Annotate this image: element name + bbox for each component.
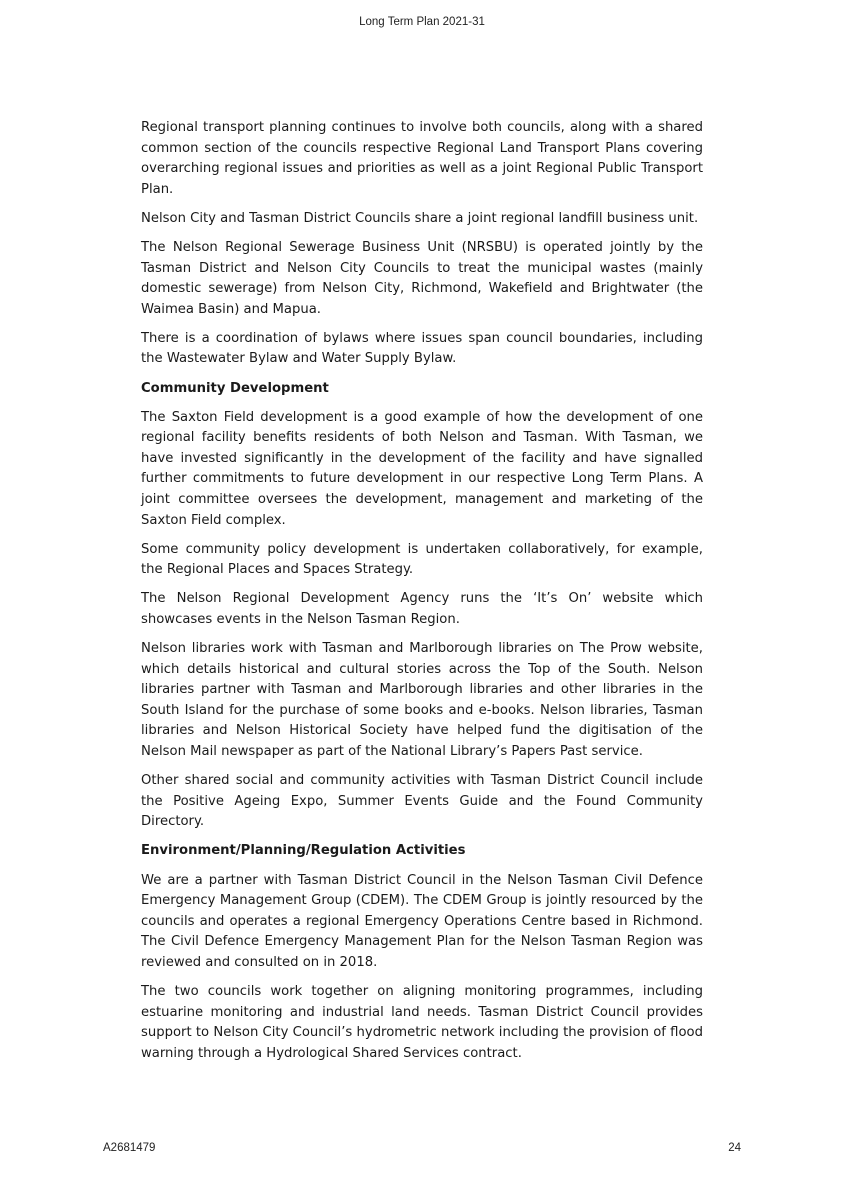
document-body [141, 118, 703, 1073]
document-id: A2681479 [103, 1142, 156, 1154]
paragraph-civil-defence: We are a partner with Tasman District Council in the Nelson Tasman Civil Defence Emergency Management Group (CDEM). The CDEM Group is jointly resourced by the councils and operates a regional Emergency Operations Centre based in Richmond. The Civil Defence Emergency Management Plan for the Nelson Tasman Region was reviewed and consulted on in 2018. [141, 872, 703, 970]
heading-environment-planning: Environment/Planning/Regulation Activities [141, 843, 466, 859]
heading-community-development: Community Development [141, 380, 329, 396]
page-footer [103, 1142, 741, 1154]
paragraph-sewerage: The Nelson Regional Sewerage Business Unit (NRSBU) is operated jointly by the Tasman District and Nelson City Councils to treat the municipal wastes (mainly domestic sewerage) from Nelson City, Richmond, Wakefield and Brightwater (the Waimea Basin) and Mapua. [141, 239, 703, 317]
paragraph-community-policy: Some community policy development is undertaken collaboratively, for example, the Regional Places and Spaces Strategy. [141, 541, 703, 578]
paragraph-saxton-field: The Saxton Field development is a good example of how the development of one regional facility benefits residents of both Nelson and Tasman. With Tasman, we have invested significantly in the development of the facility and have signalled further commitments to future development in our respective Long Term Plans. A joint committee oversees the development, management and marketing of the Saxton Field complex. [141, 409, 703, 528]
paragraph-its-on: The Nelson Regional Development Agency runs the ‘It’s On’ website which showcases events in the Nelson Tasman Region. [141, 591, 703, 627]
page-number: 24 [728, 1142, 741, 1154]
paragraph-landfill: Nelson City and Tasman District Councils share a joint regional landfill business unit. [141, 210, 699, 226]
paragraph-transport: Regional transport planning continues to involve both councils, along with a shared common section of the councils respective Regional Land Transport Plans covering overarching regional issues and priorities as well as a joint Regional Public Transport Plan. [141, 120, 703, 197]
paragraph-libraries: Nelson libraries work with Tasman and Marlborough libraries on The Prow website, which details historical and cultural stories across the Top of the South. Nelson libraries partner with Tasman and Marlborough libraries and other libraries in the South Island for the purchase of some books and e-books. Nelson libraries, Tasman libraries and Nelson Historical Society have helped fund the digitisation of the Nelson Mail newspaper as part of the National Library’s Papers Past service. [141, 641, 703, 760]
paragraph-bylaws: There is a coordination of bylaws where issues span council boundaries, including the Wastewater Bylaw and Water Supply Bylaw. [141, 330, 703, 367]
document-title: Long Term Plan 2021-31 [359, 16, 485, 28]
page-header [0, 16, 844, 28]
paragraph-social-activities: Other shared social and community activities with Tasman District Council include the Positive Ageing Expo, Summer Events Guide and the Found Community Directory. [141, 773, 703, 830]
paragraph-monitoring: The two councils work together on aligning monitoring programmes, including estuarine monitoring and industrial land needs. Tasman District Council provides support to Nelson City Council’s hydrometric network including the provision of flood warning through a Hydrological Shared Services contract. [141, 983, 703, 1061]
